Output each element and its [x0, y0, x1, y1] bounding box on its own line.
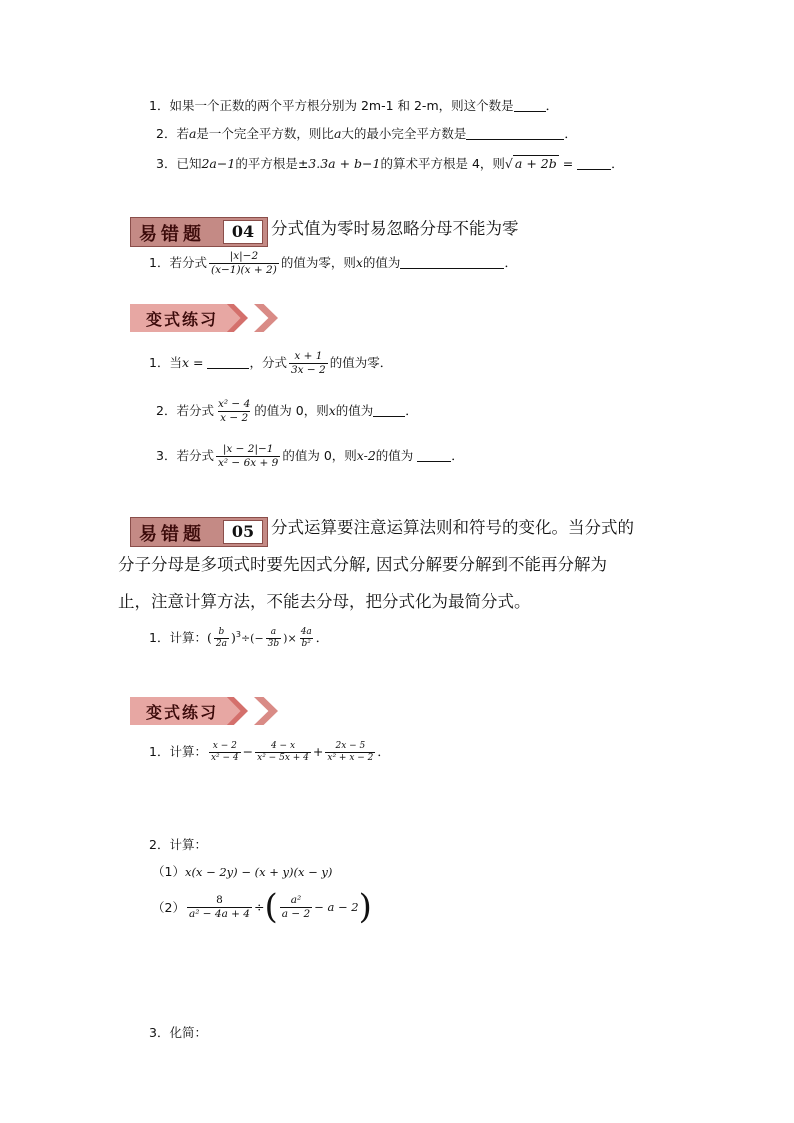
- question-text: 的值为: [335, 403, 374, 418]
- question-1-sec04: [149, 250, 517, 277]
- question-number: 1．: [149, 255, 170, 270]
- punctuation: ．: [564, 126, 577, 141]
- practice1-question-1: [149, 350, 392, 377]
- punctuation: ．: [504, 255, 517, 270]
- fraction: [266, 627, 282, 650]
- math-var: x: [328, 403, 336, 418]
- badge-label: 易错题: [139, 224, 205, 245]
- section-heading-05-line1: 分式运算要注意运算法则和符号的变化。当分式的: [271, 518, 634, 537]
- fraction-numerator: x − 2: [212, 741, 237, 751]
- punctuation: ．: [377, 744, 390, 759]
- question-text: ，分式: [249, 355, 287, 370]
- question-2-top: [156, 124, 577, 142]
- chevron-right-icon: [254, 304, 278, 332]
- operator: −: [242, 744, 254, 759]
- fraction: [299, 627, 314, 650]
- paren-open: (: [206, 630, 212, 645]
- question-text: 的值为零．: [329, 355, 393, 370]
- operator: )×: [283, 632, 297, 645]
- paren-close: ): [230, 630, 236, 645]
- question-text: 化简：: [169, 1025, 207, 1040]
- answer-blank[interactable]: [514, 98, 546, 112]
- badge-label: 易错题: [139, 524, 205, 545]
- question-text: 的值为零，则: [280, 255, 356, 270]
- paren-open: (: [264, 887, 278, 927]
- math-expr: 2m-1: [360, 98, 394, 113]
- question-text: 是一个完全平方数，则比: [196, 126, 334, 141]
- answer-blank[interactable]: [466, 126, 564, 140]
- question-number: 2．: [156, 403, 177, 418]
- question-text: 若分式: [176, 448, 214, 463]
- practice2-q2-part1: [152, 862, 332, 880]
- paren-close: ): [358, 887, 372, 927]
- math-expr: x-2: [356, 448, 376, 463]
- question-text: 的值为 0，则: [254, 403, 329, 418]
- question-text: 和: [393, 98, 414, 113]
- math-var: a: [333, 126, 342, 141]
- question-number: 3．: [149, 1025, 170, 1040]
- fraction-denominator: x² + x − 2: [327, 753, 374, 763]
- fraction-denominator: x² − 5x + 4: [257, 753, 309, 763]
- fraction-numerator: a: [270, 627, 277, 637]
- math-expr: 2a−1: [201, 156, 236, 171]
- question-text: 计算：: [169, 837, 207, 852]
- question-text: 若分式: [176, 403, 214, 418]
- fraction-numerator: a²: [290, 893, 302, 906]
- fraction-denominator: x − 2: [220, 412, 249, 424]
- fraction-numerator: |x|−2: [229, 250, 259, 262]
- question-number: 1．: [149, 98, 170, 113]
- punctuation: ．: [405, 403, 418, 418]
- fraction: [214, 627, 229, 650]
- part-label: （1）: [152, 864, 185, 879]
- math-expr: − a − 2: [314, 900, 359, 914]
- fraction-denominator: b²: [301, 639, 311, 649]
- practice2-question-3: [149, 1023, 207, 1041]
- question-number: 1．: [149, 355, 170, 370]
- fraction-denominator: 3x − 2: [290, 364, 326, 376]
- banner-label: 变式练习: [146, 310, 219, 329]
- fraction: [255, 741, 311, 764]
- question-text: 的算术平方根是 4，则: [380, 156, 505, 171]
- answer-blank[interactable]: [400, 255, 504, 269]
- math-expr: 2-m: [413, 98, 439, 113]
- sqrt-symbol: √: [504, 156, 513, 171]
- question-text: 若: [176, 126, 189, 141]
- punctuation: ．: [315, 630, 329, 645]
- equals-sign: =: [558, 156, 578, 171]
- punctuation: ．: [611, 156, 624, 171]
- fraction-denominator: 2a: [215, 639, 227, 649]
- operator: ÷: [254, 899, 265, 915]
- fraction-denominator: 3b: [267, 639, 280, 649]
- fraction-denominator: x² − 4: [210, 753, 239, 763]
- fraction: [280, 894, 312, 921]
- question-text: 计算：: [169, 630, 207, 645]
- sqrt-radicand: a + 2b: [514, 156, 557, 171]
- fraction-numerator: 2x − 5: [335, 741, 366, 751]
- error-badge-05: [130, 517, 268, 547]
- practice-banner-2: [130, 694, 278, 728]
- operator: +: [312, 744, 324, 759]
- fraction: [216, 398, 252, 425]
- section-heading-04: 分式值为零时易忽略分母不能为零: [271, 219, 519, 238]
- question-text: 若分式: [169, 255, 207, 270]
- question-text: 如果一个正数的两个平方根分别为: [169, 98, 361, 113]
- fraction-denominator: (x−1)(x + 2): [210, 264, 277, 276]
- error-badge-04: [130, 217, 268, 247]
- question-text: 计算：: [169, 744, 207, 759]
- fraction-numerator: |x − 2|−1: [222, 443, 274, 455]
- practice1-question-3: [156, 443, 464, 470]
- badge-number: 05: [223, 520, 263, 544]
- question-number: 1．: [149, 630, 170, 645]
- question-text: 已知: [176, 156, 202, 171]
- answer-blank[interactable]: [417, 448, 451, 462]
- fraction-numerator: x² − 4: [217, 398, 251, 410]
- question-number: 1．: [149, 744, 170, 759]
- practice-banner-1: [130, 301, 278, 335]
- part-label: （2）: [152, 900, 185, 915]
- math-expr: x(x − 2y) − (x + y)(x − y): [184, 865, 333, 879]
- section05-question-1: [149, 627, 328, 650]
- fraction: [325, 741, 375, 764]
- chevron-right-icon: [254, 697, 278, 725]
- fraction-denominator: x² − 6x + 9: [217, 457, 279, 469]
- question-text: ，则这个数是: [438, 98, 514, 113]
- fraction-numerator: 4a: [300, 627, 312, 637]
- practice1-question-2: [156, 398, 418, 425]
- section-heading-05-line2: 分子分母是多项式时要先因式分解, 因式分解要分解到不能再分解为: [118, 555, 607, 574]
- exponent: 3: [235, 629, 241, 639]
- question-number: 2．: [156, 126, 177, 141]
- fraction-denominator: a² − 4a + 4: [188, 907, 250, 920]
- question-text: 的值为: [375, 448, 418, 463]
- practice2-question-2: [149, 835, 207, 853]
- question-text: 当: [169, 355, 182, 370]
- fraction: [187, 894, 252, 921]
- question-3-top: [156, 154, 624, 172]
- fraction: [289, 350, 328, 377]
- question-text: 的值为: [362, 255, 401, 270]
- question-text: 大的最小完全平方数是: [341, 126, 467, 141]
- question-number: 2．: [149, 837, 170, 852]
- question-number: 3．: [156, 156, 177, 171]
- math-var: x: [355, 255, 363, 270]
- fraction: [209, 741, 241, 764]
- fraction: [209, 250, 279, 277]
- fraction-numerator: x + 1: [294, 350, 323, 362]
- badge-number: 04: [223, 220, 263, 244]
- practice2-q2-part2: [152, 887, 372, 927]
- math-expr: ±3.3a + b−1: [297, 156, 381, 171]
- punctuation: ．: [451, 448, 464, 463]
- question-text: 的值为 0，则: [282, 448, 357, 463]
- question-number: 3．: [156, 448, 177, 463]
- fraction-numerator: b: [218, 627, 225, 637]
- fraction-numerator: 4 − x: [270, 741, 296, 751]
- equals-sign: =: [189, 355, 208, 370]
- answer-blank[interactable]: [577, 156, 611, 170]
- fraction-denominator: a − 2: [281, 907, 311, 920]
- banner-label: 变式练习: [146, 703, 219, 722]
- math-var: a: [188, 126, 197, 141]
- punctuation: ．: [545, 98, 559, 113]
- fraction-numerator: 8: [216, 893, 223, 906]
- question-1-top: [149, 96, 558, 114]
- answer-blank[interactable]: [373, 403, 405, 417]
- practice2-question-1: [149, 741, 390, 764]
- math-var: x: [181, 355, 190, 370]
- answer-blank[interactable]: [207, 355, 249, 369]
- question-text: 的平方根是: [235, 156, 298, 171]
- section-heading-05-line3: 止，注意计算方法，不能去分母，把分式化为最简分式。: [118, 592, 531, 611]
- fraction: [216, 443, 280, 470]
- operator: ÷(−: [240, 632, 264, 645]
